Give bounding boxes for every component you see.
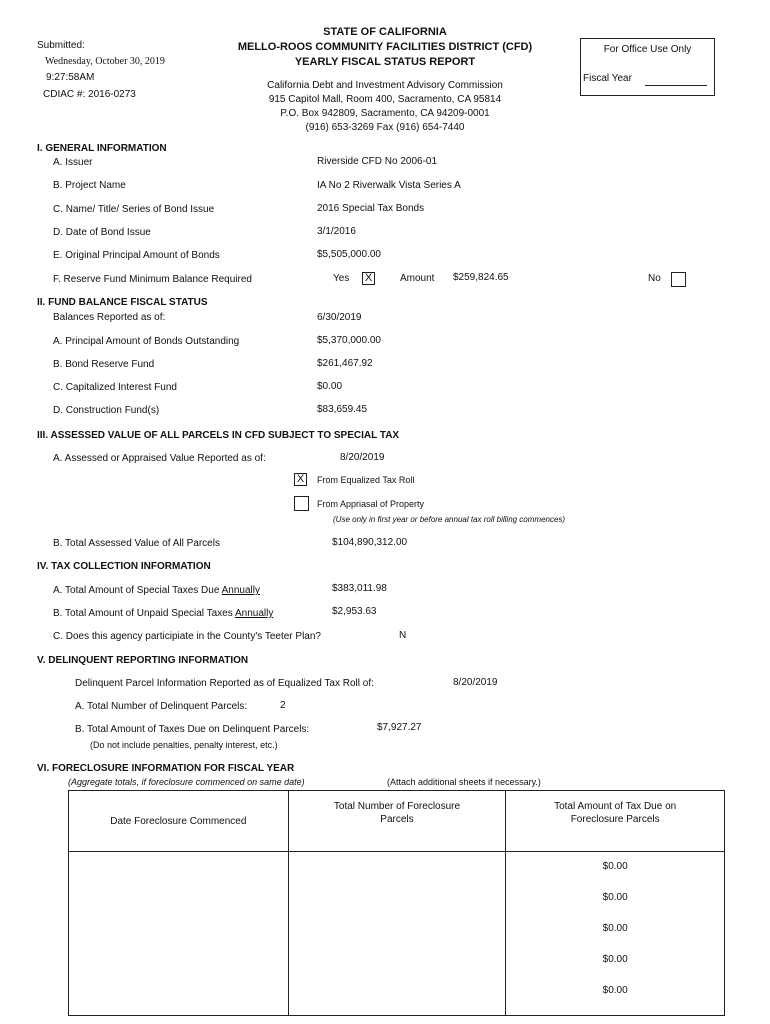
section-foreclosure-heading: VI. FORECLOSURE INFORMATION FOR FISCAL YEAR [37, 763, 295, 774]
section-delinquent-heading: V. DELINQUENT REPORTING INFORMATION [37, 655, 249, 666]
issuer-label: A. Issuer [53, 157, 93, 168]
annually-underlined-2: Annually [234, 608, 274, 619]
address-line-3: P.O. Box 942809, Sacramento, CA 94209-0001 [280, 108, 490, 119]
taxes-due-label: A. Total Amount of Special Taxes Due Annually [53, 585, 260, 596]
outstanding-principal-label: A. Principal Amount of Bonds Outstanding [53, 336, 240, 347]
amount-foreclosure-cell [506, 852, 725, 1016]
project-label: B. Project Name [53, 180, 126, 191]
section-assessed-heading: III. ASSESSED VALUE OF ALL PARCELS IN CFD SUBJECT TO SPECIAL TAX [37, 430, 400, 441]
delinquent-count-value: 2 [280, 700, 286, 711]
taxes-due-value: $383,011.98 [332, 583, 387, 594]
submitted-date: Wednesday, October 30, 2019 [45, 56, 165, 67]
foreclosure-amount-3: $0.00 [602, 923, 628, 934]
submitted-label: Submitted: [37, 40, 85, 51]
col-amount-foreclosure: Total Amount of Tax Due on Foreclosure Parcels [506, 791, 725, 852]
number-foreclosure-cell [288, 852, 506, 1016]
construction-fund-value: $83,659.45 [317, 404, 368, 415]
appraisal-checkbox[interactable] [294, 496, 309, 511]
reserve-label: F. Reserve Fund Minimum Balance Required [53, 274, 252, 285]
title-state: STATE OF CALIFORNIA [323, 26, 447, 38]
title-report: YEARLY FISCAL STATUS REPORT [294, 56, 476, 68]
unpaid-taxes-value: $2,953.63 [332, 606, 377, 617]
assessed-as-of-label: A. Assessed or Appraised Value Reported as of: [53, 453, 266, 464]
section-tax-heading: IV. TAX COLLECTION INFORMATION [37, 561, 211, 572]
submitted-time: 9:27:58AM [46, 72, 95, 83]
principal-value: $5,505,000.00 [317, 249, 381, 260]
date-foreclosure-cell [69, 852, 289, 1016]
foreclosure-note-attach: (Attach additional sheets if necessary.) [387, 777, 541, 787]
delinquent-reported-label: Delinquent Parcel Information Reported as of Equalized Tax Roll of: [75, 678, 374, 689]
balances-as-of-label: Balances Reported as of: [53, 312, 166, 323]
capitalized-interest-label: C. Capitalized Interest Fund [53, 382, 177, 393]
appraisal-label: From Appriasal of Property [317, 499, 425, 509]
teeter-plan-label: C. Does this agency participiate in the County's Teeter Plan? [53, 631, 321, 642]
cdiac-number: CDIAC #: 2016-0273 [43, 89, 136, 100]
col-date-foreclosure: Date Foreclosure Commenced [69, 791, 289, 852]
equalized-tax-roll-label: From Equalized Tax Roll [317, 475, 415, 485]
bond-date-label: D. Date of Bond Issue [53, 227, 151, 238]
bond-date-value: 3/1/2016 [317, 226, 356, 237]
total-assessed-value: $104,890,312.00 [332, 537, 408, 548]
equalized-tax-roll-checkbox[interactable]: X [294, 473, 307, 486]
bond-reserve-value: $261,467.92 [317, 358, 373, 369]
foreclosure-amount-5: $0.00 [602, 985, 628, 996]
address-line-4: (916) 653-3269 Fax (916) 654-7440 [305, 122, 465, 133]
delinquent-reported-value: 8/20/2019 [453, 677, 498, 688]
bond-reserve-label: B. Bond Reserve Fund [53, 359, 155, 370]
delinquent-amount-label: B. Total Amount of Taxes Due on Delinquent Parcels: [75, 724, 310, 735]
foreclosure-amount-4: $0.00 [602, 954, 628, 965]
capitalized-interest-value: $0.00 [317, 381, 343, 392]
principal-label: E. Original Principal Amount of Bonds [53, 250, 220, 261]
delinquent-note: (Do not include penalties, penalty interest, etc.) [90, 740, 278, 750]
section-fund-heading: II. FUND BALANCE FISCAL STATUS [37, 297, 208, 308]
fiscal-year-label: Fiscal Year [583, 73, 632, 84]
outstanding-principal-value: $5,370,000.00 [317, 335, 381, 346]
total-assessed-label: B. Total Assessed Value of All Parcels [53, 538, 220, 549]
reserve-yes-checkbox[interactable]: X [362, 272, 375, 285]
reserve-no-label: No [648, 273, 661, 284]
title-cfd: MELLO-ROOS COMMUNITY FACILITIES DISTRICT (CFD) [237, 41, 533, 53]
project-value: IA No 2 Riverwalk Vista Series A [317, 180, 461, 191]
assessed-as-of-value: 8/20/2019 [340, 452, 385, 463]
series-label: C. Name/ Title/ Series of Bond Issue [53, 204, 215, 215]
issuer-value: Riverside CFD No 2006-01 [317, 156, 438, 167]
reserve-amount-value: $259,824.65 [453, 272, 509, 283]
reserve-no-checkbox[interactable] [671, 272, 686, 287]
series-value: 2016 Special Tax Bonds [317, 203, 425, 214]
foreclosure-note-aggregate: (Aggregate totals, if foreclosure commenced on same date) [68, 777, 305, 787]
construction-fund-label: D. Construction Fund(s) [53, 405, 160, 416]
office-use-box [580, 38, 715, 96]
annually-underlined: Annually [221, 585, 260, 596]
foreclosure-amount-1: $0.00 [602, 861, 628, 872]
fiscal-year-line [645, 85, 707, 86]
unpaid-taxes-label: B. Total Amount of Unpaid Special Taxes Annually [53, 608, 274, 619]
teeter-plan-value: N [399, 630, 407, 641]
section-general-heading: I. GENERAL INFORMATION [37, 143, 167, 154]
appraisal-note: (Use only in first year or before annual tax roll billing commences) [333, 515, 566, 524]
balances-as-of-value: 6/30/2019 [317, 312, 362, 323]
foreclosure-amount-2: $0.00 [602, 892, 628, 903]
reserve-amount-label: Amount [400, 273, 435, 284]
delinquent-count-label: A. Total Number of Delinquent Parcels: [75, 701, 248, 712]
delinquent-amount-value: $7,927.27 [377, 722, 422, 733]
col-number-foreclosure: Total Number of Foreclosure Parcels [288, 791, 506, 852]
reserve-yes-label: Yes [333, 273, 350, 284]
foreclosure-table [68, 790, 725, 1016]
address-line-2: 915 Capitol Mall, Room 400, Sacramento, CA 95814 [268, 94, 502, 105]
address-line-1: California Debt and Investment Advisory Commission [267, 80, 503, 91]
office-use-label: For Office Use Only [603, 44, 692, 55]
